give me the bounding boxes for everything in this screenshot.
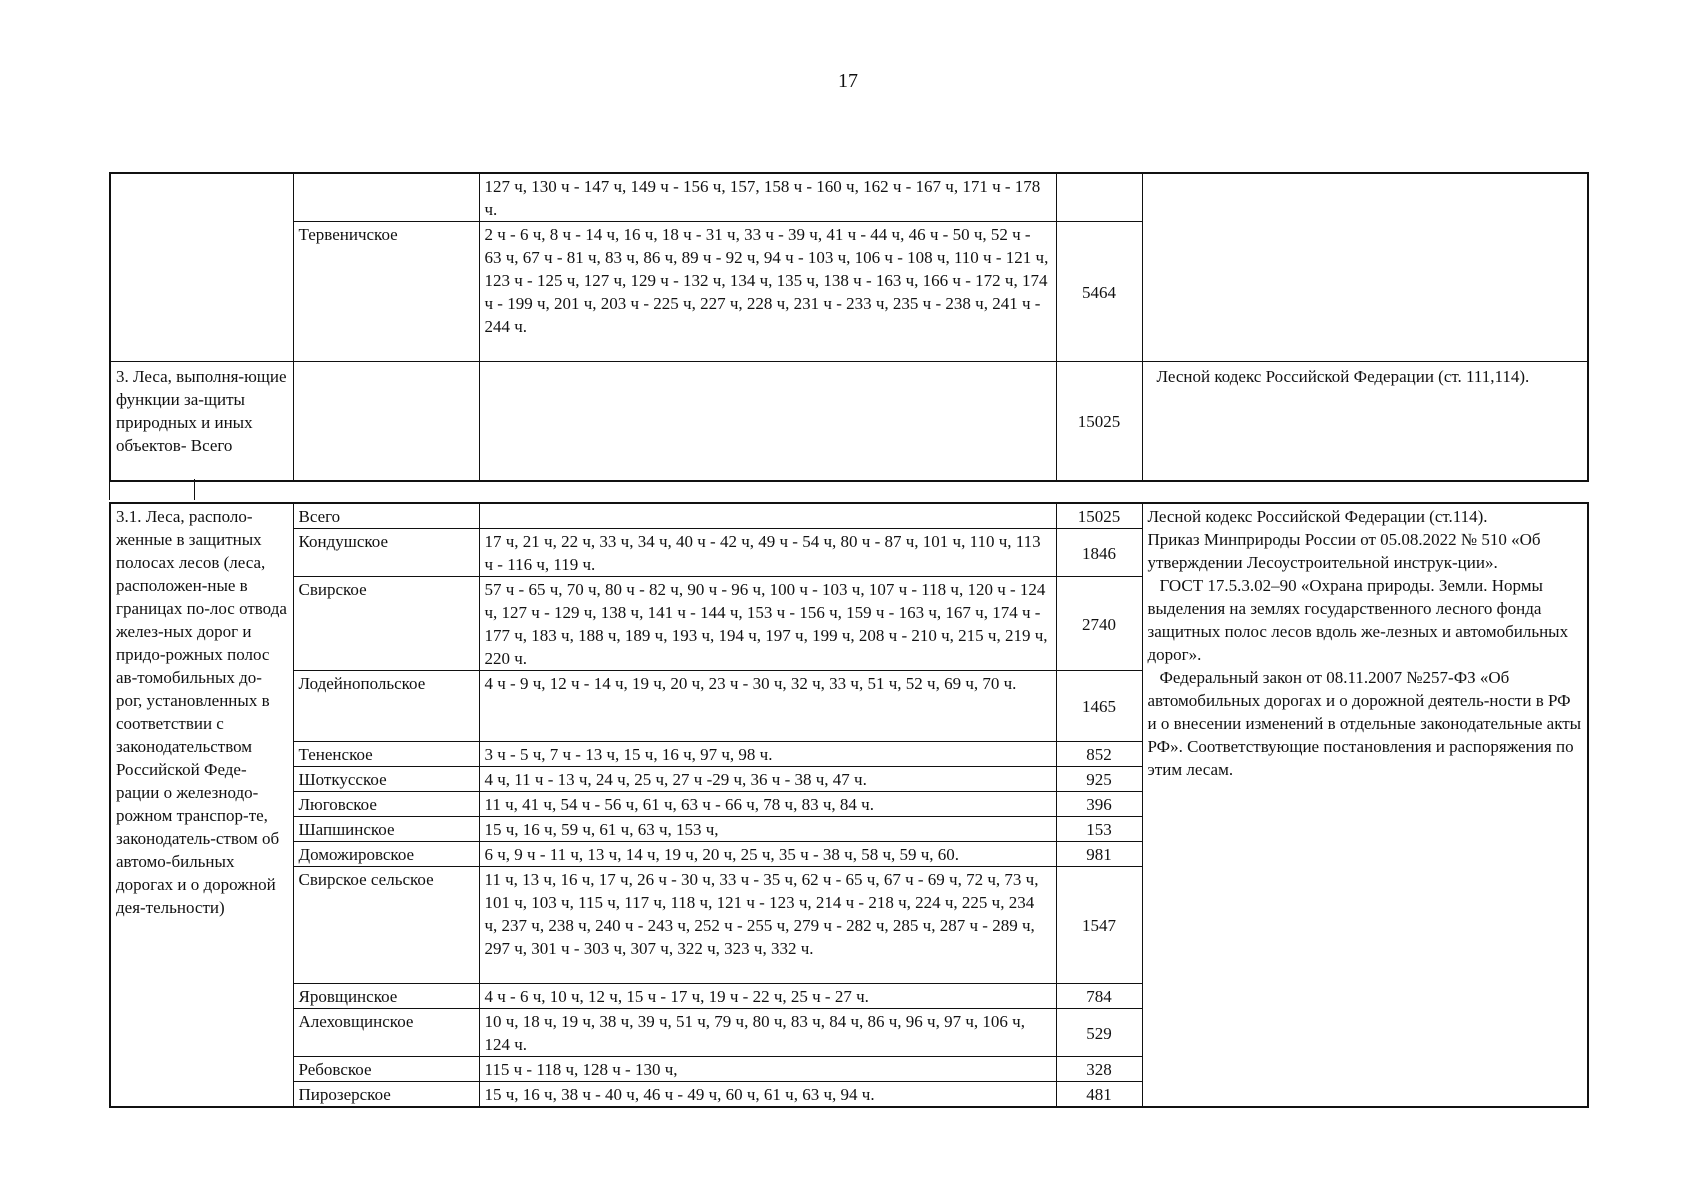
area-cell: 153 bbox=[1056, 817, 1142, 842]
category-cell: 3. Леса, выполня-ющие функции за-щиты природных и иных объектов- Всего bbox=[110, 362, 293, 481]
forest-table-continuation bbox=[109, 172, 1589, 482]
district-cell: Ребовское bbox=[293, 1057, 479, 1082]
district-cell: Алеховщинское bbox=[293, 1009, 479, 1057]
quarters-cell: 15 ч, 16 ч, 38 ч - 40 ч, 46 ч - 49 ч, 60 ч, 61 ч, 63 ч, 94 ч. bbox=[479, 1082, 1056, 1108]
table-gap-cell bbox=[109, 479, 195, 500]
area-cell: 852 bbox=[1056, 742, 1142, 767]
basis-cell bbox=[1142, 503, 1588, 1107]
area-cell: 529 bbox=[1056, 1009, 1142, 1057]
quarters-cell: 127 ч, 130 ч - 147 ч, 149 ч - 156 ч, 157, 158 ч - 160 ч, 162 ч - 167 ч, 171 ч - 178 ч. bbox=[479, 173, 1056, 222]
quarters-cell: 11 ч, 41 ч, 54 ч - 56 ч, 61 ч, 63 ч - 66 ч, 78 ч, 83 ч, 84 ч. bbox=[479, 792, 1056, 817]
quarters-cell: 11 ч, 13 ч, 16 ч, 17 ч, 26 ч - 30 ч, 33 ч - 35 ч, 62 ч - 65 ч, 67 ч - 69 ч, 72 ч, 73 ч, 101 ч, 103 ч, 115 ч, 117 ч, 118 ч, 121 ч - 123 ч, 214 ч - 218 ч, 224 ч, 225 ч, 234 ч, 237 ч, 238 ч, 240 ч - 243 ч, 252 ч - 255 ч, 279 ч - 282 ч, 285 ч, 287 ч - 289 ч, 297 ч, 301 ч - 303 ч, 307 ч, 322 ч, 323 ч, 332 ч. bbox=[479, 867, 1056, 984]
category-cell-empty bbox=[110, 173, 293, 362]
quarters-cell: 4 ч, 11 ч - 13 ч, 24 ч, 25 ч, 27 ч -29 ч, 36 ч - 38 ч, 47 ч. bbox=[479, 767, 1056, 792]
basis-line: Федеральный закон от 08.11.2007 №257-ФЗ «Об автомобильных дорогах и о дорожной деятель-ности в РФ и о внесении изменений в отдельные законодательные акты РФ». Соответствующие постановления и распоряжения по этим лесам. bbox=[1147, 668, 1582, 779]
district-cell: Кондушское bbox=[293, 529, 479, 577]
district-cell-empty bbox=[293, 362, 479, 481]
district-cell: Свирское bbox=[293, 577, 479, 671]
area-cell: 5464 bbox=[1056, 222, 1142, 362]
area-cell: 481 bbox=[1056, 1082, 1142, 1108]
area-cell bbox=[1056, 173, 1142, 222]
district-cell: Тервеничское bbox=[293, 222, 479, 362]
quarters-cell: 57 ч - 65 ч, 70 ч, 80 ч - 82 ч, 90 ч - 96 ч, 100 ч - 103 ч, 107 ч - 118 ч, 120 ч - 124 ч, 127 ч - 129 ч, 138 ч, 141 ч - 144 ч, 153 ч - 156 ч, 159 ч - 163 ч, 167 ч, 174 ч - 177 ч, 183 ч, 188 ч, 189 ч, 193 ч, 194 ч, 197 ч, 199 ч, 208 ч - 210 ч, 215 ч, 219 ч, 220 ч. bbox=[479, 577, 1056, 671]
area-cell: 2740 bbox=[1056, 577, 1142, 671]
area-cell: 1846 bbox=[1056, 529, 1142, 577]
quarters-cell: 3 ч - 5 ч, 7 ч - 13 ч, 15 ч, 16 ч, 97 ч, 98 ч. bbox=[479, 742, 1056, 767]
quarters-cell: 15 ч, 16 ч, 59 ч, 61 ч, 63 ч, 153 ч, bbox=[479, 817, 1056, 842]
district-cell: Свирское сельское bbox=[293, 867, 479, 984]
area-cell: 925 bbox=[1056, 767, 1142, 792]
district-cell: Яровщинское bbox=[293, 984, 479, 1009]
quarters-cell-empty bbox=[479, 362, 1056, 481]
quarters-cell: 115 ч - 118 ч, 128 ч - 130 ч, bbox=[479, 1057, 1056, 1082]
district-cell: Всего bbox=[293, 503, 479, 529]
district-cell: Лодейнопольское bbox=[293, 671, 479, 742]
basis-line: Лесной кодекс Российской Федерации (ст.114). bbox=[1147, 507, 1488, 526]
area-cell: 1547 bbox=[1056, 867, 1142, 984]
area-cell: 981 bbox=[1056, 842, 1142, 867]
area-cell: 1465 bbox=[1056, 671, 1142, 742]
district-cell: Шоткусское bbox=[293, 767, 479, 792]
district-cell: Шапшинское bbox=[293, 817, 479, 842]
district-cell: Люговское bbox=[293, 792, 479, 817]
basis-cell-empty bbox=[1142, 173, 1588, 362]
quarters-cell: 6 ч, 9 ч - 11 ч, 13 ч, 14 ч, 19 ч, 20 ч, 25 ч, 35 ч - 38 ч, 58 ч, 59 ч, 60. bbox=[479, 842, 1056, 867]
area-cell: 15025 bbox=[1056, 362, 1142, 481]
table-row bbox=[110, 173, 1588, 222]
category-row bbox=[110, 362, 1588, 481]
basis-line: ГОСТ 17.5.3.02–90 «Охрана природы. Земли. Нормы выделения на землях государственного лесного фонда защитных полос лесов вдоль же-лезных и автомобильных дорог». bbox=[1147, 576, 1569, 664]
forest-table-protective-strips bbox=[109, 502, 1589, 1108]
quarters-cell: 4 ч - 6 ч, 10 ч, 12 ч, 15 ч - 17 ч, 19 ч - 22 ч, 25 ч - 27 ч. bbox=[479, 984, 1056, 1009]
page-number: 17 bbox=[838, 70, 858, 92]
district-cell: Пирозерское bbox=[293, 1082, 479, 1108]
quarters-cell: 2 ч - 6 ч, 8 ч - 14 ч, 16 ч, 18 ч - 31 ч, 33 ч - 39 ч, 41 ч - 44 ч, 46 ч - 50 ч, 52 ч - 63 ч, 67 ч - 81 ч, 83 ч, 86 ч, 89 ч - 92 ч, 94 ч - 103 ч, 106 ч - 108 ч, 110 ч - 121 ч, 123 ч - 125 ч, 127 ч, 129 ч - 132 ч, 134 ч, 135 ч, 138 ч - 163 ч, 166 ч - 172 ч, 174 ч - 199 ч, 201 ч, 203 ч - 225 ч, 227 ч, 228 ч, 231 ч - 233 ч, 235 ч - 238 ч, 241 ч - 244 ч. bbox=[479, 222, 1056, 362]
area-cell: 784 bbox=[1056, 984, 1142, 1009]
district-cell: Доможировское bbox=[293, 842, 479, 867]
basis-line: Приказ Минприроды России от 05.08.2022 № 510 «Об утверждении Лесоустроительной инструк-ции». bbox=[1147, 530, 1541, 572]
category-cell: 3.1. Леса, располо-женные в защитных полосах лесов (леса, расположен-ные в границах по-лос отвода желез-ных дорог и придо-рожных полос ав-томобильных до-рог, установленных в соответствии с законодательством Российской Феде-рации о железнодо-рожном транспор-те, законодатель-ством об автомо-бильных дорогах и о дорожной дея-тельности) bbox=[110, 503, 293, 1107]
district-cell bbox=[293, 173, 479, 222]
area-cell: 396 bbox=[1056, 792, 1142, 817]
basis-cell: Лесной кодекс Российской Федерации (ст. 111,114). bbox=[1142, 362, 1588, 481]
quarters-cell: 10 ч, 18 ч, 19 ч, 38 ч, 39 ч, 51 ч, 79 ч, 80 ч, 83 ч, 84 ч, 86 ч, 96 ч, 97 ч, 106 ч, 124 ч. bbox=[479, 1009, 1056, 1057]
district-cell: Тененское bbox=[293, 742, 479, 767]
area-cell: 15025 bbox=[1056, 503, 1142, 529]
quarters-cell: 4 ч - 9 ч, 12 ч - 14 ч, 19 ч, 20 ч, 23 ч - 30 ч, 32 ч, 33 ч, 51 ч, 52 ч, 69 ч, 70 ч. bbox=[479, 671, 1056, 742]
table-row bbox=[110, 503, 1588, 529]
area-cell: 328 bbox=[1056, 1057, 1142, 1082]
quarters-cell: 17 ч, 21 ч, 22 ч, 33 ч, 34 ч, 40 ч - 42 ч, 49 ч - 54 ч, 80 ч - 87 ч, 101 ч, 110 ч, 113 ч - 116 ч, 119 ч. bbox=[479, 529, 1056, 577]
quarters-cell bbox=[479, 503, 1056, 529]
